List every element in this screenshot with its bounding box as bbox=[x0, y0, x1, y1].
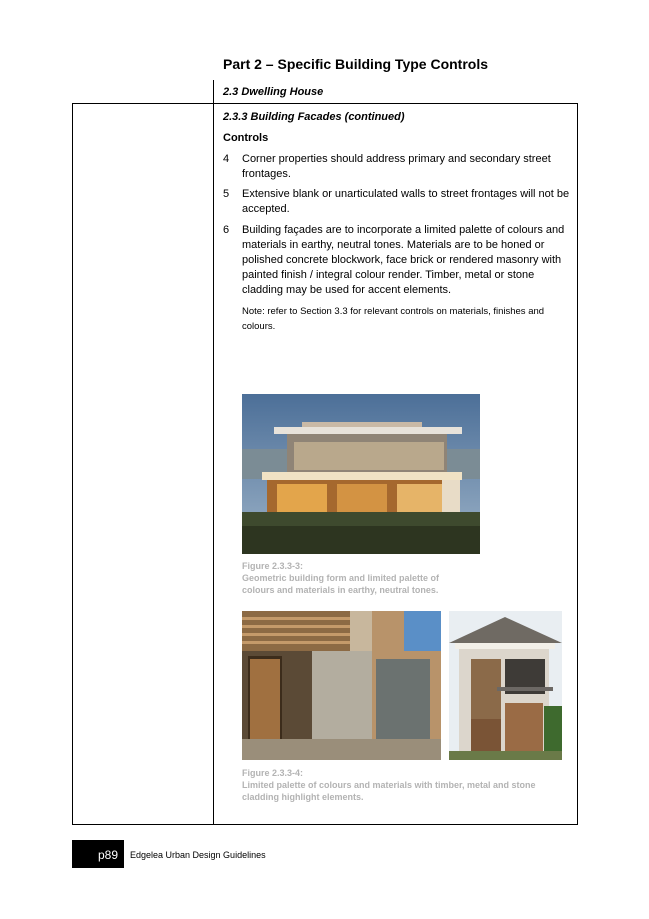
figure-3-caption: Geometric building form and limited palette of colours and materials in earthy, neutral tones. bbox=[242, 573, 440, 595]
control-text: Extensive blank or unarticulated walls to street frontages will not be accepted. bbox=[242, 188, 570, 215]
figure-4-label: Figure 2.3.3-4: bbox=[242, 768, 304, 778]
column-divider bbox=[213, 103, 214, 825]
part-title: Part 2 – Specific Building Type Controls bbox=[223, 56, 489, 72]
control-number: 6 bbox=[223, 224, 230, 236]
figure-4-photo-left bbox=[242, 611, 441, 760]
control-text: Corner properties should address primary and secondary street frontages. bbox=[242, 153, 551, 180]
page-number-badge: p89 bbox=[72, 840, 124, 868]
control-number: 4 bbox=[223, 153, 230, 165]
header-divider bbox=[213, 80, 214, 104]
control-item-4 bbox=[223, 152, 573, 182]
figure-3-label: Figure 2.3.3-3: bbox=[242, 561, 304, 571]
control-item-5 bbox=[223, 187, 573, 217]
footer-document-title: Edgelea Urban Design Guidelines bbox=[130, 850, 266, 860]
control-number: 5 bbox=[223, 188, 230, 200]
subsection-title: 2.3.3 Building Facades (continued) bbox=[223, 111, 405, 123]
controls-heading: Controls bbox=[223, 132, 269, 144]
figure-4-photo-right bbox=[449, 611, 562, 760]
control-text: Building façades are to incorporate a limited palette of colours and materials in earthy, neutral tones. Materials are to be honed or polished concrete blockwork, face brick or rendered masonry with painted finish / integral colour render. Timber, metal or stone cladding may be used for accent elements. bbox=[242, 224, 565, 296]
materials-note: Note: refer to Section 3.3 for relevant controls on materials, finishes and colours. bbox=[242, 306, 545, 332]
figure-3-photo bbox=[242, 394, 480, 554]
figure-4-caption: Limited palette of colours and materials with timber, metal and stone cladding highlight elements. bbox=[242, 780, 536, 802]
control-item-6 bbox=[223, 223, 573, 298]
section-title: 2.3 Dwelling House bbox=[223, 86, 324, 98]
